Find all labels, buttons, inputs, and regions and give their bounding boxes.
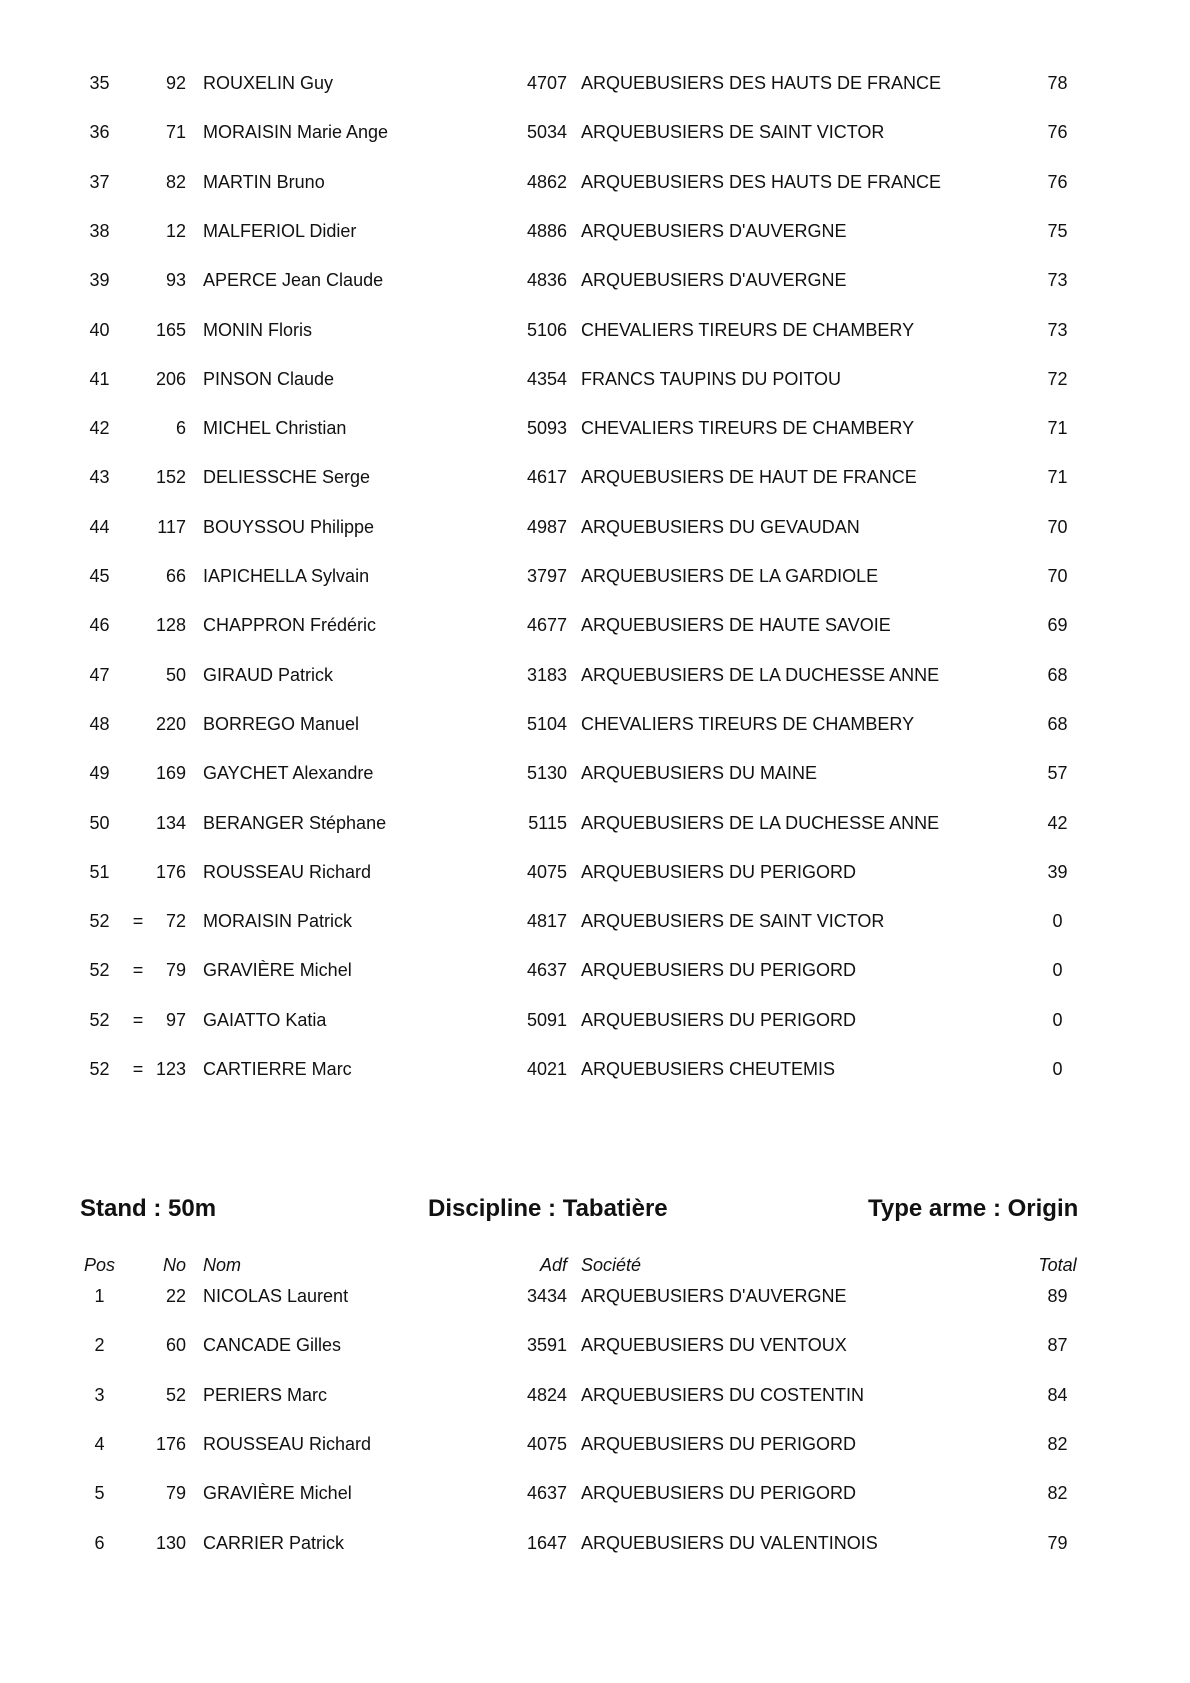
cell-adf: 4354: [526, 368, 567, 389]
cell-pos: 5: [94, 1483, 105, 1504]
cell-societe: ARQUEBUSIERS D'AUVERGNE: [581, 1286, 847, 1306]
cell-societe: ARQUEBUSIERS DES HAUTS DE FRANCE: [581, 171, 942, 192]
cell-no: 79: [165, 1483, 186, 1504]
cell-nom: BERANGER Stéphane: [203, 812, 387, 833]
cell-total: 84: [1047, 1384, 1068, 1405]
cell-nom: GRAVIÈRE Michel: [203, 1483, 352, 1504]
cell-nom: MORAISIN Patrick: [203, 911, 353, 932]
cell-adf: 3591: [526, 1335, 567, 1356]
cell-pos: 52: [89, 960, 110, 981]
cell-societe: ARQUEBUSIERS DU VENTOUX: [581, 1335, 847, 1356]
cell-pos: 45: [89, 566, 110, 586]
cell-adf: 4075: [526, 861, 567, 882]
cell-total: 71: [1047, 418, 1068, 439]
cell-societe: ARQUEBUSIERS DU PERIGORD: [581, 1433, 857, 1454]
table-row: [0, 1380, 1190, 1410]
cell-societe: ARQUEBUSIERS D'AUVERGNE: [581, 270, 847, 291]
cell-total: 82: [1047, 1483, 1068, 1504]
cell-adf: 4617: [526, 467, 567, 488]
cell-societe: CHEVALIERS TIREURS DE CHAMBERY: [581, 418, 915, 439]
column-header-row: [0, 1250, 1190, 1280]
cell-nom: MONIN Floris: [203, 319, 312, 340]
column-header-adf: Adf: [539, 1255, 567, 1275]
cell-pos: 50: [89, 812, 110, 833]
cell-societe: ARQUEBUSIERS DU PERIGORD: [581, 861, 857, 882]
cell-pos: 1: [94, 1286, 105, 1306]
cell-total: 69: [1047, 615, 1068, 636]
cell-no: 130: [155, 1532, 186, 1553]
column-header-no: No: [162, 1255, 186, 1275]
cell-societe: ARQUEBUSIERS DU VALENTINOIS: [581, 1532, 878, 1553]
cell-no: 71: [165, 122, 186, 143]
cell-adf: 4862: [526, 171, 567, 192]
cell-societe: CHEVALIERS TIREURS DE CHAMBERY: [581, 713, 915, 734]
table-row: [0, 1429, 1190, 1459]
cell-pos: 38: [89, 220, 110, 241]
table-row: [0, 660, 1190, 690]
cell-pos: 42: [89, 418, 110, 439]
cell-adf: 4707: [526, 73, 567, 93]
cell-total: 42: [1047, 812, 1068, 833]
cell-no: 176: [155, 861, 186, 882]
cell-nom: ROUSSEAU Richard: [203, 861, 372, 882]
cell-total: 89: [1047, 1286, 1068, 1306]
cell-societe: ARQUEBUSIERS DE LA DUCHESSE ANNE: [581, 812, 940, 833]
cell-no: 169: [155, 763, 186, 784]
cell-no: 134: [155, 812, 186, 833]
cell-no: 82: [165, 171, 186, 192]
cell-no: 220: [155, 713, 186, 734]
cell-nom: PERIERS Marc: [203, 1384, 328, 1405]
cell-pos: 41: [89, 368, 110, 389]
cell-pos: 40: [89, 319, 110, 340]
cell-nom: MORAISIN Marie Ange: [203, 122, 389, 143]
cell-total: 73: [1047, 270, 1068, 291]
table-row: [0, 1478, 1190, 1508]
cell-adf: 5104: [526, 713, 567, 734]
table-row: [0, 462, 1190, 492]
cell-pos: 51: [89, 861, 110, 882]
cell-eq: =: [132, 960, 144, 981]
cell-pos: 37: [89, 171, 110, 192]
table-row: [0, 1281, 1190, 1311]
cell-no: 152: [155, 467, 186, 488]
cell-societe: ARQUEBUSIERS CHEUTEMIS: [581, 1059, 836, 1079]
cell-total: 0: [1052, 911, 1063, 932]
table-row: [0, 364, 1190, 394]
cell-adf: 5091: [526, 1009, 567, 1030]
table-row: [0, 167, 1190, 197]
table-row: [0, 808, 1190, 838]
cell-total: 68: [1047, 664, 1068, 685]
cell-total: 75: [1047, 220, 1068, 241]
stand-heading: Stand : 50m: [80, 1195, 217, 1222]
column-header-societe: Société: [581, 1255, 642, 1275]
cell-adf: 3797: [526, 566, 567, 586]
table-row: [0, 758, 1190, 788]
cell-total: 78: [1047, 73, 1068, 93]
table-row: [0, 68, 1190, 98]
cell-pos: 52: [89, 1059, 110, 1079]
table-row: [0, 561, 1190, 591]
cell-eq: =: [132, 1009, 144, 1030]
cell-total: 39: [1047, 861, 1068, 882]
cell-nom: ROUXELIN Guy: [203, 73, 334, 93]
column-header-pos: Pos: [83, 1255, 116, 1275]
table-row: [0, 512, 1190, 542]
cell-total: 76: [1047, 122, 1068, 143]
table-row: [0, 1005, 1190, 1035]
cell-nom: GAIATTO Katia: [203, 1009, 327, 1030]
cell-pos: 46: [89, 615, 110, 636]
cell-no: 128: [155, 615, 186, 636]
cell-adf: 4637: [526, 1483, 567, 1504]
table-row: [0, 1330, 1190, 1360]
cell-no: 22: [165, 1286, 186, 1306]
table-row: [0, 1528, 1190, 1558]
cell-no: 72: [165, 911, 186, 932]
cell-nom: CANCADE Gilles: [203, 1335, 342, 1356]
cell-adf: 5130: [526, 763, 567, 784]
cell-pos: 52: [89, 1009, 110, 1030]
cell-nom: CARTIERRE Marc: [203, 1059, 352, 1079]
cell-societe: ARQUEBUSIERS DE LA GARDIOLE: [581, 566, 879, 586]
cell-total: 70: [1047, 516, 1068, 537]
cell-no: 50: [165, 664, 186, 685]
cell-adf: 4817: [526, 911, 567, 932]
cell-total: 57: [1047, 763, 1068, 784]
cell-no: 66: [165, 566, 186, 586]
cell-no: 93: [165, 270, 186, 291]
cell-adf: 4021: [526, 1059, 567, 1079]
cell-nom: MARTIN Bruno: [203, 171, 325, 192]
cell-adf: 4677: [526, 615, 567, 636]
cell-nom: MALFERIOL Didier: [203, 220, 357, 241]
cell-eq: =: [132, 1059, 144, 1079]
cell-adf: 4987: [526, 516, 567, 537]
type-arme-heading: Type arme : Origin: [868, 1195, 1079, 1222]
cell-adf: 3434: [526, 1286, 567, 1306]
cell-no: 6: [175, 418, 186, 439]
cell-adf: 3183: [526, 664, 567, 685]
cell-nom: PINSON Claude: [203, 368, 335, 389]
cell-pos: 2: [94, 1335, 105, 1356]
cell-nom: CHAPPRON Frédéric: [203, 615, 377, 636]
cell-total: 72: [1047, 368, 1068, 389]
cell-nom: MICHEL Christian: [203, 418, 347, 439]
discipline-heading: Discipline : Tabatière: [428, 1195, 668, 1222]
cell-total: 71: [1047, 467, 1068, 488]
cell-nom: CARRIER Patrick: [203, 1532, 345, 1553]
table-row: [0, 315, 1190, 345]
cell-pos: 47: [89, 664, 110, 685]
cell-pos: 44: [89, 516, 110, 537]
column-header-total: Total: [1038, 1255, 1077, 1275]
cell-nom: BOUYSSOU Philippe: [203, 516, 375, 537]
table-row: [0, 610, 1190, 640]
cell-no: 176: [155, 1433, 186, 1454]
cell-adf: 5034: [526, 122, 567, 143]
table-row: [0, 955, 1190, 985]
cell-eq: =: [132, 911, 144, 932]
cell-pos: 43: [89, 467, 110, 488]
cell-nom: APERCE Jean Claude: [203, 270, 384, 291]
cell-pos: 52: [89, 911, 110, 932]
table-row: [0, 216, 1190, 246]
cell-societe: ARQUEBUSIERS DU PERIGORD: [581, 960, 857, 981]
cell-societe: ARQUEBUSIERS D'AUVERGNE: [581, 220, 847, 241]
cell-nom: BORREGO Manuel: [203, 713, 360, 734]
cell-adf: 4824: [526, 1384, 567, 1405]
cell-societe: CHEVALIERS TIREURS DE CHAMBERY: [581, 319, 915, 340]
cell-total: 0: [1052, 1009, 1063, 1030]
table-row: [0, 857, 1190, 887]
cell-total: 70: [1047, 566, 1068, 586]
cell-total: 76: [1047, 171, 1068, 192]
cell-no: 117: [157, 516, 186, 537]
cell-nom: NICOLAS Laurent: [203, 1286, 349, 1306]
cell-nom: IAPICHELLA Sylvain: [203, 566, 370, 586]
cell-total: 82: [1047, 1433, 1068, 1454]
cell-no: 123: [155, 1059, 186, 1079]
cell-societe: ARQUEBUSIERS DU GEVAUDAN: [581, 516, 860, 537]
cell-total: 87: [1047, 1335, 1068, 1356]
cell-societe: ARQUEBUSIERS DU PERIGORD: [581, 1009, 857, 1030]
cell-societe: FRANCS TAUPINS DU POITOU: [581, 368, 842, 389]
cell-societe: ARQUEBUSIERS DE HAUTE SAVOIE: [581, 615, 891, 636]
cell-societe: ARQUEBUSIERS DES HAUTS DE FRANCE: [581, 73, 942, 93]
cell-pos: 4: [94, 1433, 105, 1454]
cell-no: 92: [165, 73, 186, 93]
cell-adf: 4075: [526, 1433, 567, 1454]
cell-adf: 1647: [526, 1532, 567, 1553]
cell-no: 165: [155, 319, 186, 340]
cell-pos: 48: [89, 713, 110, 734]
cell-societe: ARQUEBUSIERS DU MAINE: [581, 763, 818, 784]
cell-total: 0: [1052, 960, 1063, 981]
cell-nom: ROUSSEAU Richard: [203, 1433, 372, 1454]
cell-adf: 5115: [528, 812, 567, 833]
cell-societe: ARQUEBUSIERS DE HAUT DE FRANCE: [581, 467, 917, 488]
cell-pos: 39: [89, 270, 110, 291]
cell-total: 0: [1052, 1059, 1063, 1079]
cell-no: 79: [165, 960, 186, 981]
table-row: [0, 709, 1190, 739]
cell-adf: 5106: [526, 319, 567, 340]
cell-societe: ARQUEBUSIERS DE SAINT VICTOR: [581, 911, 885, 932]
cell-adf: 4886: [526, 220, 567, 241]
table-row: [0, 117, 1190, 147]
cell-societe: ARQUEBUSIERS DE SAINT VICTOR: [581, 122, 885, 143]
cell-total: 73: [1047, 319, 1068, 340]
cell-pos: 6: [94, 1532, 105, 1553]
cell-no: 60: [165, 1335, 186, 1356]
table-row: [0, 265, 1190, 295]
table-row: [0, 906, 1190, 936]
cell-nom: GAYCHET Alexandre: [203, 763, 374, 784]
cell-adf: 4836: [526, 270, 567, 291]
table-row: [0, 1054, 1190, 1084]
table-row: [0, 413, 1190, 443]
cell-nom: GIRAUD Patrick: [203, 664, 334, 685]
cell-pos: 36: [89, 122, 110, 143]
cell-societe: ARQUEBUSIERS DE LA DUCHESSE ANNE: [581, 664, 940, 685]
cell-societe: ARQUEBUSIERS DU PERIGORD: [581, 1483, 857, 1504]
cell-pos: 35: [89, 73, 110, 93]
cell-no: 97: [165, 1009, 186, 1030]
cell-pos: 49: [89, 763, 110, 784]
cell-no: 12: [165, 220, 186, 241]
cell-societe: ARQUEBUSIERS DU COSTENTIN: [581, 1384, 865, 1405]
cell-no: 206: [155, 368, 186, 389]
cell-total: 68: [1047, 713, 1068, 734]
column-header-nom: Nom: [203, 1255, 242, 1275]
cell-pos: 3: [94, 1384, 105, 1405]
cell-nom: GRAVIÈRE Michel: [203, 960, 352, 981]
cell-no: 52: [165, 1384, 186, 1405]
cell-adf: 4637: [526, 960, 567, 981]
cell-total: 79: [1047, 1532, 1068, 1553]
cell-adf: 5093: [526, 418, 567, 439]
cell-nom: DELIESSCHE Serge: [203, 467, 371, 488]
